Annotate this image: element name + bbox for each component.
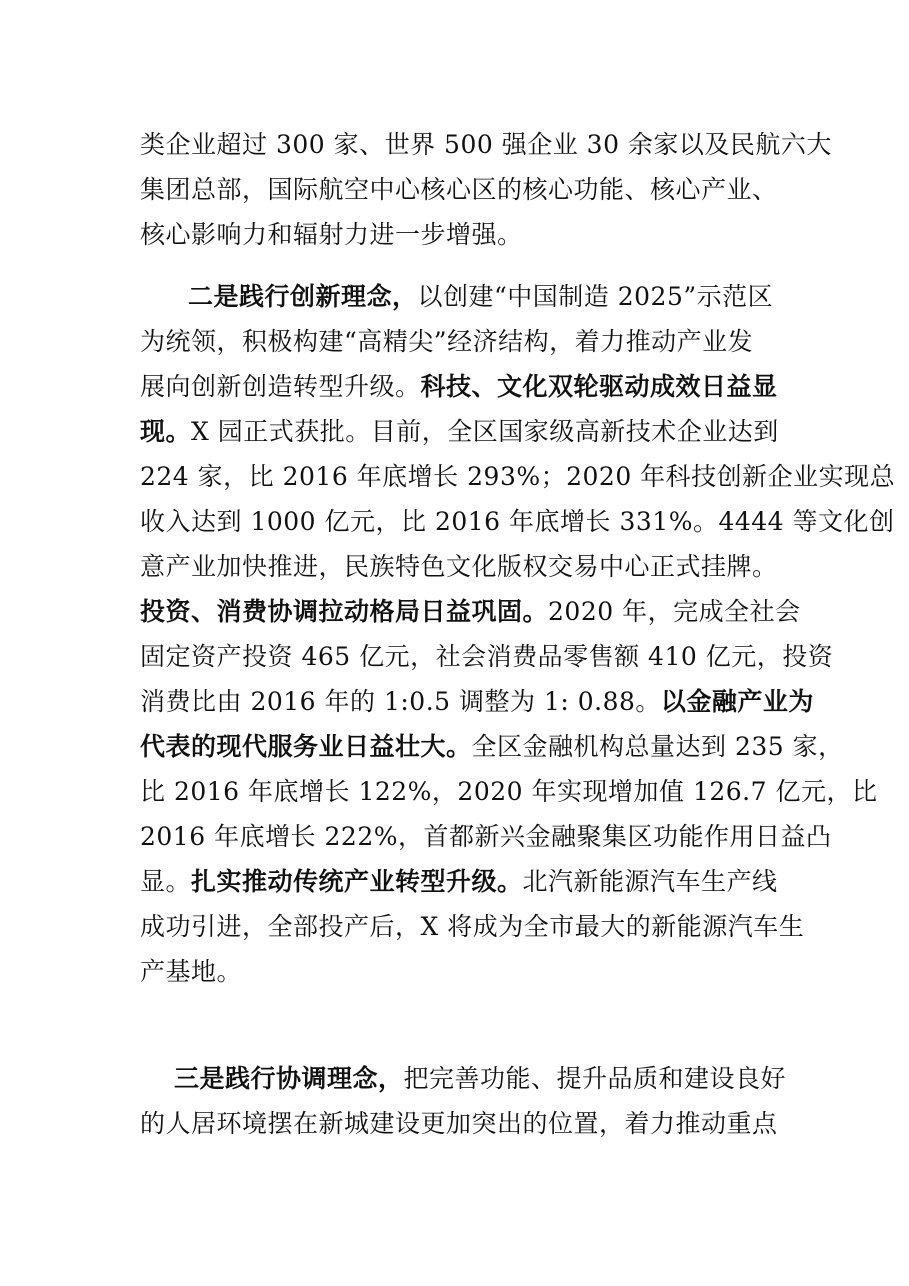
text-line	[140, 952, 242, 992]
text-run: X 园正式获批。目前，全区国家级高新技术企业达到	[191, 417, 779, 446]
text-line	[140, 502, 895, 542]
text-line	[140, 907, 804, 947]
text-run: 产基地。	[140, 957, 243, 986]
text-line	[140, 637, 833, 677]
text-run: 核心影响力和辐射力进一步增强。	[140, 220, 523, 249]
text-run: 2020 年，完成全社会	[548, 597, 801, 626]
text-line	[140, 215, 523, 255]
text-line	[140, 682, 814, 722]
text-run: 把完善功能、提升品质和建设良好	[403, 1064, 787, 1093]
text-run: 类企业超过 300 家、世界 500 强企业 30 余家以及民航六大	[140, 130, 832, 159]
text-run: 北汽新能源汽车生产线	[522, 867, 778, 896]
bold-text-run: 二是践行创新理念，	[188, 282, 418, 311]
text-line	[140, 170, 778, 210]
text-line	[140, 772, 877, 812]
bold-text-run: 三是践行协调理念，	[174, 1064, 404, 1093]
bold-text-run: 以金融产业为	[660, 687, 814, 716]
text-line	[174, 1059, 786, 1099]
text-line	[140, 862, 778, 902]
text-run: 收入达到 1000 亿元，比 2016 年底增长 331%。4444 等文化创	[140, 507, 895, 536]
text-line	[140, 125, 832, 165]
text-run: 以创建“中国制造 2025”示范区	[417, 282, 774, 311]
bold-text-run: 投资、消费协调拉动格局日益巩固。	[140, 597, 549, 626]
text-run: 显。	[140, 867, 192, 896]
text-run: 成功引进，全部投产后，X 将成为全市最大的新能源汽车生	[140, 912, 805, 941]
text-run: 意产业加快推进，民族特色文化版权交易中心正式挂牌。	[140, 552, 778, 581]
text-run: 比 2016 年底增长 122%，2020 年实现增加值 126.7 亿元，比	[140, 777, 878, 806]
text-run: 展向创新创造转型升级。	[140, 372, 421, 401]
text-run: 集团总部，国际航空中心核心区的核心功能、核心产业、	[140, 175, 778, 204]
text-line	[140, 727, 844, 767]
text-line	[140, 1104, 778, 1144]
text-line	[140, 457, 895, 497]
bold-text-run: 扎实推动传统产业转型升级。	[191, 867, 523, 896]
text-line	[140, 412, 779, 452]
text-line	[140, 817, 832, 857]
text-run: 的人居环境摆在新城建设更加突出的位置，着力推动重点	[140, 1109, 778, 1138]
text-run: 为统领，积极构建“高精尖”经济结构，着力推动产业发	[140, 327, 754, 356]
text-run: 固定资产投资 465 亿元，社会消费品零售额 410 亿元，投资	[140, 642, 834, 671]
text-line	[140, 547, 778, 587]
bold-text-run: 科技、文化双轮驱动成效日益显	[420, 372, 778, 401]
bold-text-run: 代表的现代服务业日益壮大。	[140, 732, 472, 761]
bold-text-run: 现。	[140, 417, 192, 446]
text-line	[140, 322, 753, 362]
text-line	[140, 367, 778, 407]
text-run: 全区金融机构总量达到 235 家，	[471, 732, 844, 761]
text-run: 2016 年底增长 222%，首都新兴金融聚集区功能作用日益凸	[140, 822, 832, 851]
text-line	[140, 592, 801, 632]
text-line	[188, 277, 773, 317]
text-run: 224 家，比 2016 年底增长 293%；2020 年科技创新企业实现总	[140, 462, 896, 491]
text-run: 消费比由 2016 年的 1:0.5 调整为 1: 0.88。	[140, 687, 661, 716]
